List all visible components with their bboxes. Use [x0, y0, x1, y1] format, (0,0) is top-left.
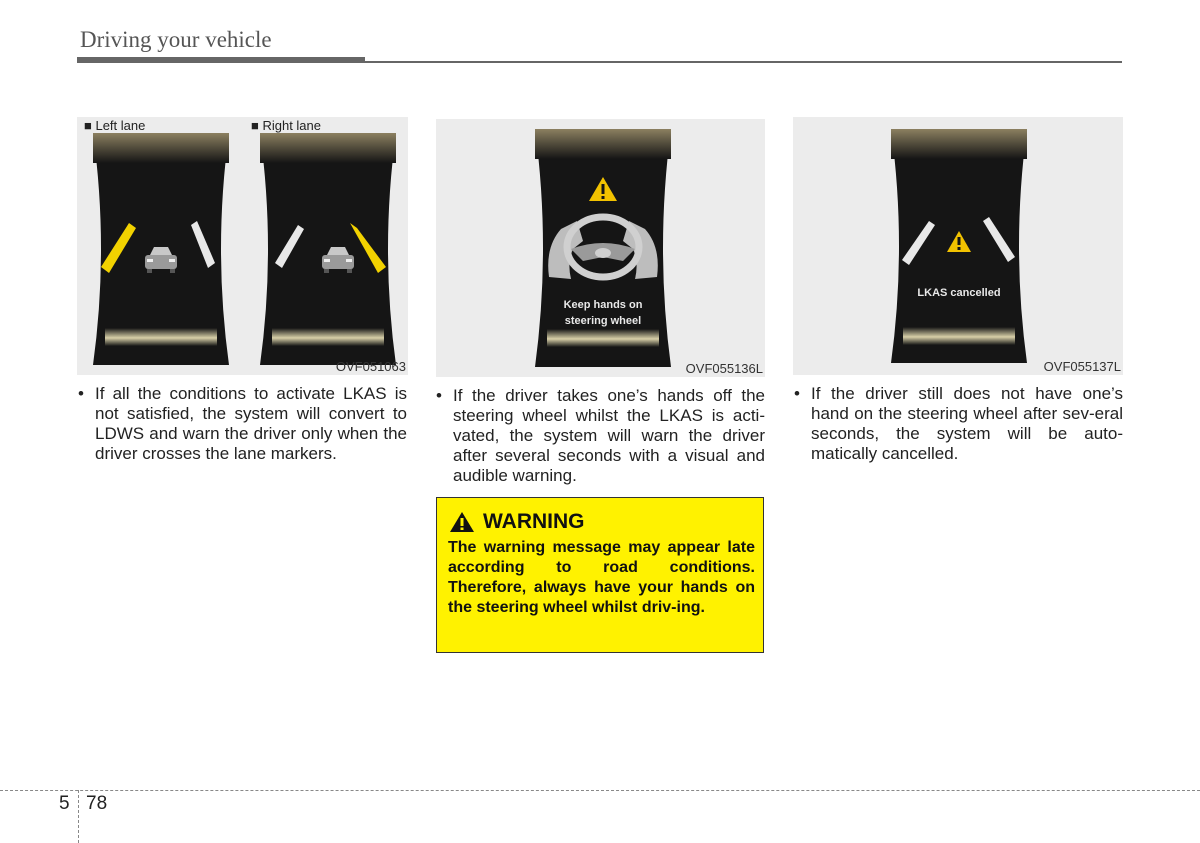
warning-heading: [449, 510, 585, 534]
bullet-marker: •: [436, 386, 442, 405]
bullet-paragraph: If the driver takes one’s hands off the steering wheel whilst the LKAS is acti-vated, the system will warn the driver after several seconds with a visual and audible warning.: [453, 386, 765, 485]
figure-code: OVF055136L: [685, 361, 763, 376]
bullet-paragraph: If all the conditions to activate LKAS is not satisfied, the system will convert to LDWS and warn the driver only when the driver crosses the lane markers.: [95, 384, 407, 463]
warning-title: WARNING: [483, 510, 585, 533]
figure-lane-departure: [77, 117, 408, 375]
bullet-text-col3: [794, 384, 1123, 464]
warning-triangle-icon: [449, 511, 475, 533]
chapter-number: 5: [59, 793, 70, 814]
hands-off-display: [533, 129, 673, 367]
footer-divider: [78, 790, 79, 843]
warning-text: The warning message may appear late according to road conditions. Therefore, always have your hands on the steering wheel whilst driv-ing.: [448, 539, 755, 616]
figure-code: OVF051063: [335, 359, 406, 374]
bullet-text-col2: [436, 386, 765, 486]
display-message: LKAS cancelled: [917, 287, 1001, 299]
warning-box: [436, 497, 764, 653]
right-lane-display: [258, 133, 398, 365]
lkas-cancelled-display: [889, 129, 1029, 363]
display-message-line1: Keep hands on: [563, 299, 643, 311]
header-rule: [77, 57, 365, 63]
figure-lkas-cancelled: [793, 117, 1123, 375]
bullet-text-col1: [78, 384, 407, 464]
page-header-title: Driving your vehicle: [80, 27, 272, 52]
bullet-marker: •: [78, 384, 84, 403]
left-lane-display: [91, 133, 231, 365]
header-rule-thin: [365, 61, 1122, 63]
display-message-line2: steering wheel: [564, 315, 642, 327]
left-lane-caption: ■ Left lane: [84, 118, 146, 133]
figure-hands-off-warning: [436, 119, 765, 377]
page-number: 78: [86, 793, 108, 814]
bullet-marker: •: [794, 384, 800, 403]
footer-rule: [0, 790, 1200, 791]
figure-code: OVF055137L: [1043, 359, 1121, 374]
right-lane-caption: ■ Right lane: [251, 118, 322, 133]
bullet-paragraph: If the driver still does not have one’s hand on the steering wheel after sev-eral seconds, the system will be auto-matically cancelled.: [811, 384, 1123, 463]
